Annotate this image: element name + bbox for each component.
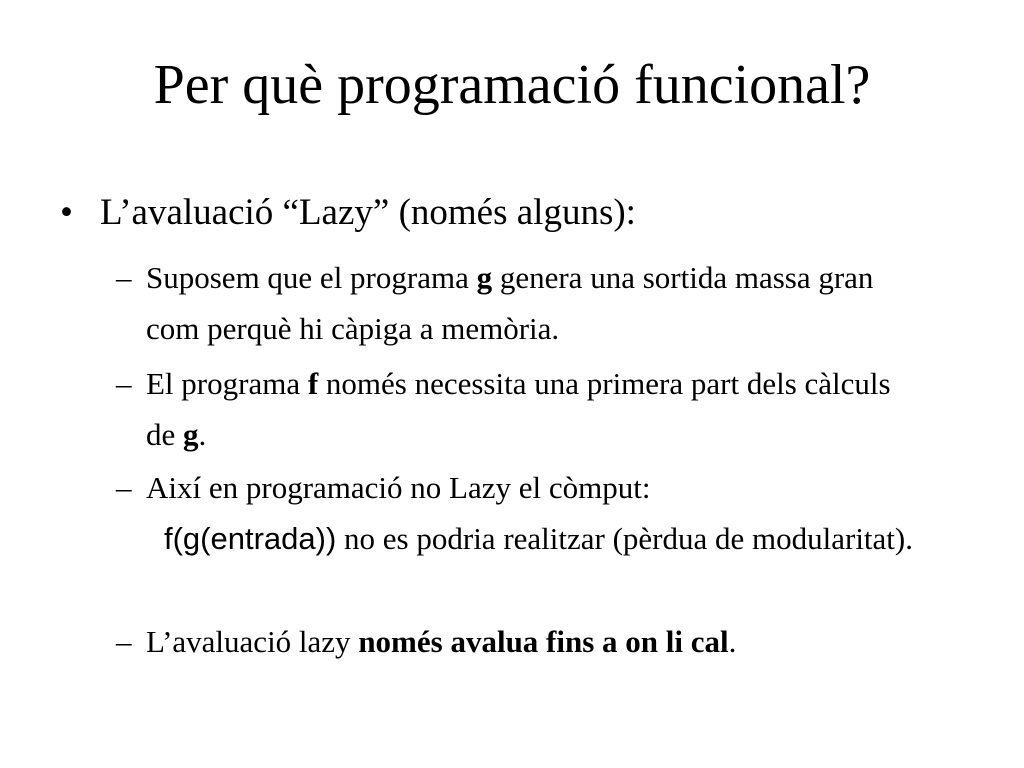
sub-item-dash: – xyxy=(116,366,132,401)
sub-item-dash: – xyxy=(116,470,132,505)
sub-item-dash: – xyxy=(116,260,132,295)
sub-item-text: Suposem que el programa g genera una sortida massa gran com perquè hi càpiga a memòria. xyxy=(146,260,874,346)
emphasis-phrase: només avalua fins a on li cal xyxy=(358,624,729,659)
emphasis-g: g xyxy=(476,260,493,295)
sub-item-4 xyxy=(116,616,916,667)
emphasis-g: g xyxy=(183,417,199,452)
emphasis-f: f xyxy=(307,366,319,401)
bullet-marker: • xyxy=(60,192,73,233)
sub-item-3 xyxy=(116,462,916,564)
sub-item-text: Així en programació no Lazy el còmput: f(g(entrada)) no es podria realitzar (pèrdua de modularitat). xyxy=(146,470,913,556)
code-expression: f(g(entrada)) xyxy=(164,521,337,556)
bullet-text: L’avaluació “Lazy” (només alguns): xyxy=(100,192,636,233)
slide-title: Per què programació funcional? xyxy=(153,54,871,116)
sub-item-2 xyxy=(116,358,916,460)
sub-item-text: L’avaluació lazy només avalua fins a on li cal. xyxy=(146,624,737,659)
main-bullet xyxy=(60,190,636,236)
sub-item-1 xyxy=(116,252,916,354)
sub-item-dash: – xyxy=(116,624,132,659)
sub-item-text: El programa f només necessita una primera part dels càlculs de g. xyxy=(146,366,891,452)
